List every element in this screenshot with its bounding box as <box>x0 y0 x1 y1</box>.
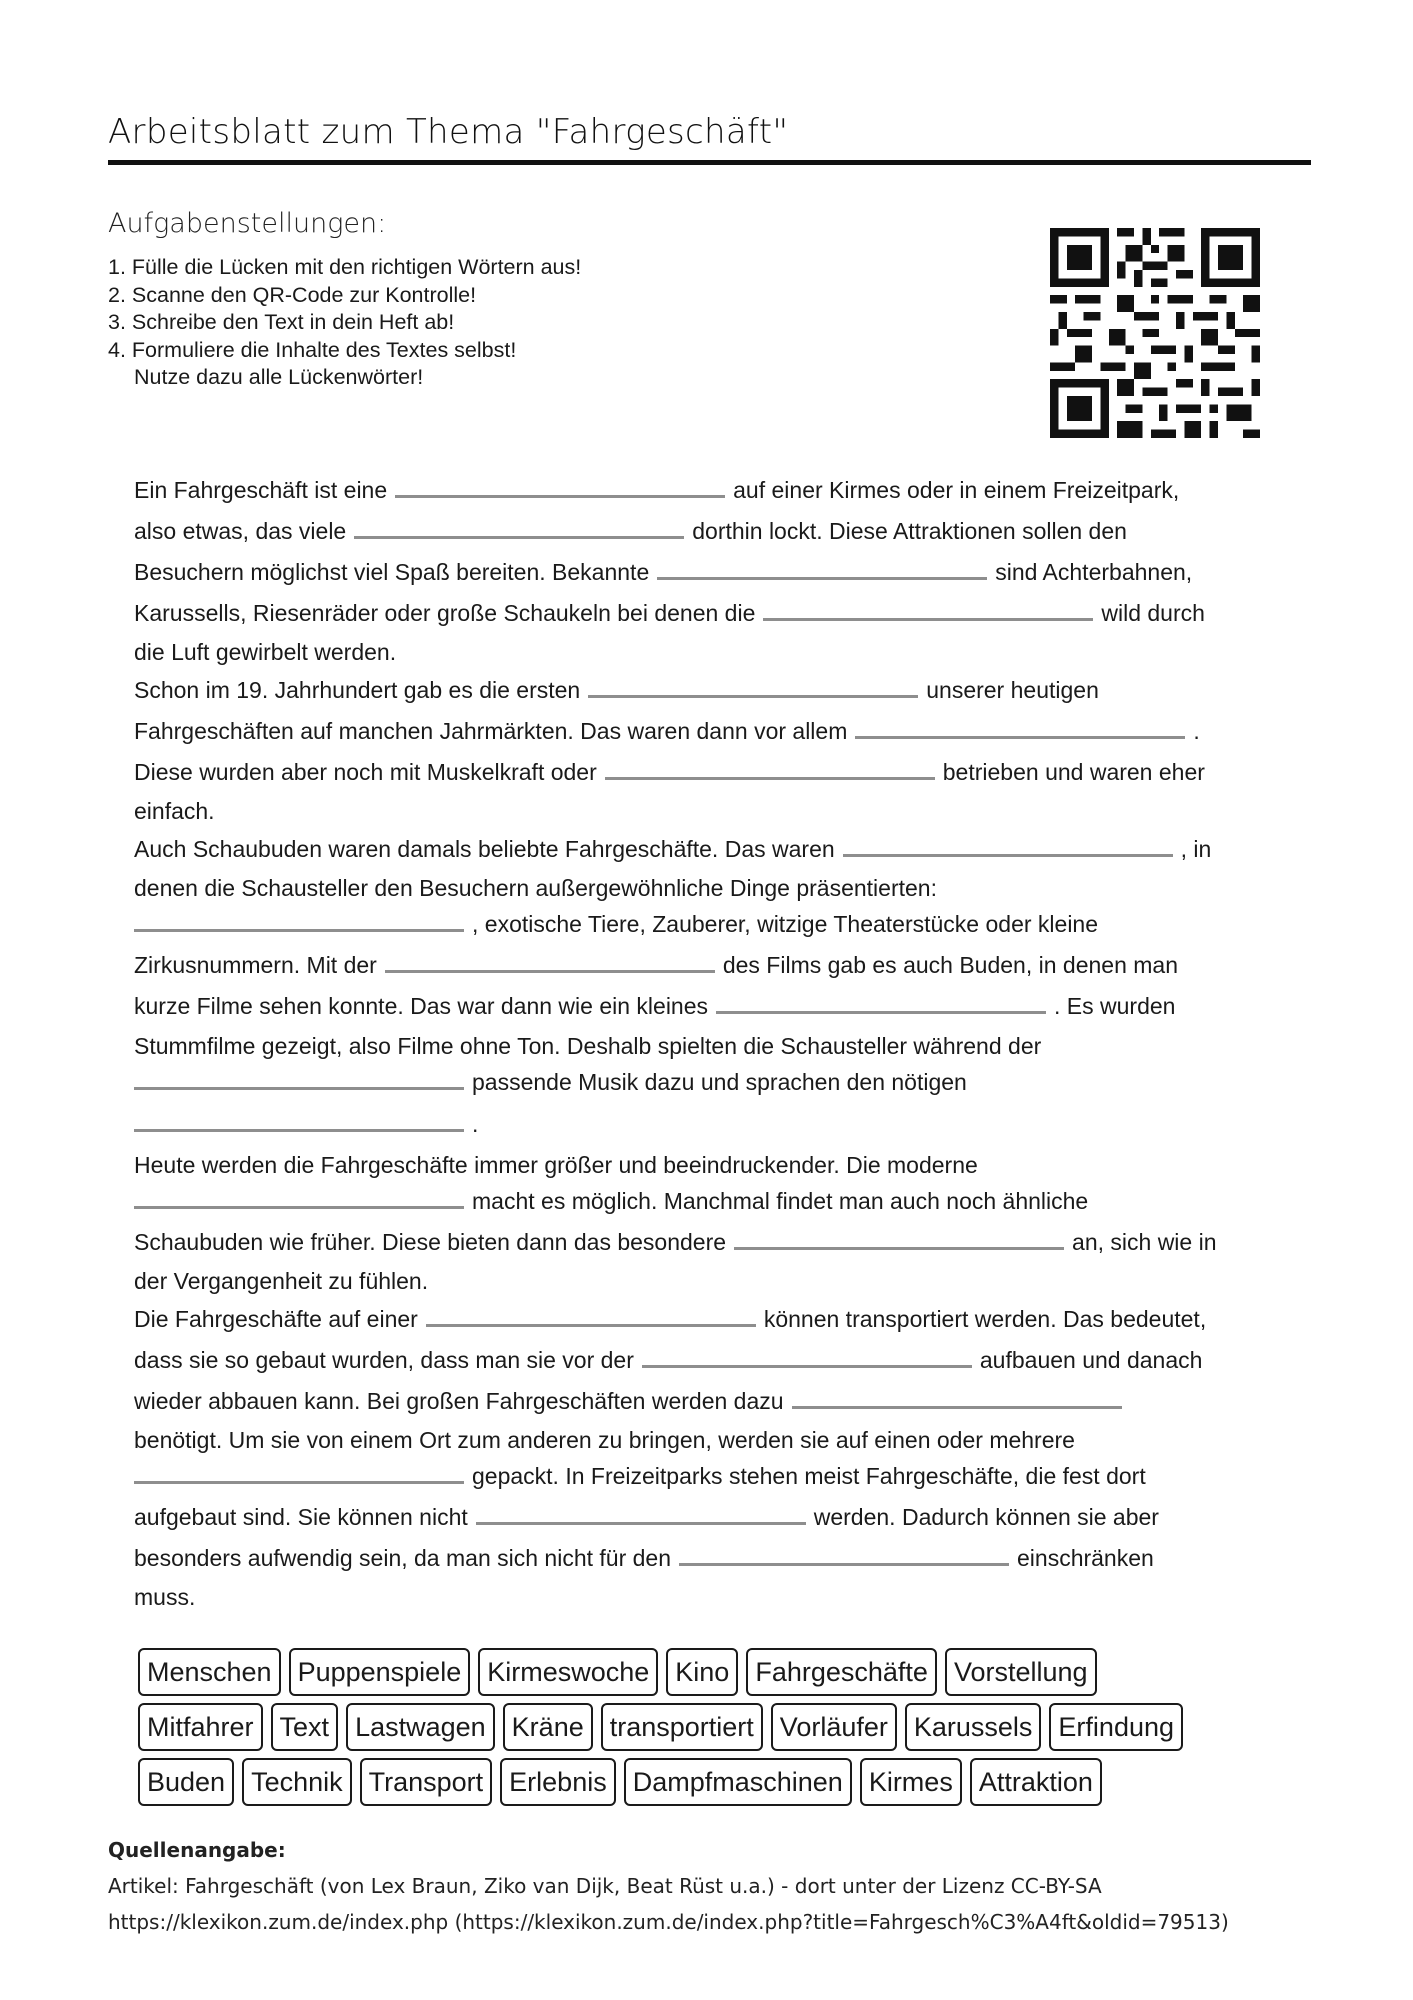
task-item: 3. Schreibe den Text in dein Heft ab! <box>108 310 455 334</box>
text-line: . <box>134 1109 478 1139</box>
blank-field[interactable] <box>734 1229 1064 1250</box>
text-line: , exotische Tiere, Zauberer, witzige Theaterstücke oder kleine <box>134 909 1098 939</box>
blank-field[interactable] <box>679 1545 1009 1566</box>
word-chip[interactable]: Kino <box>666 1648 738 1696</box>
blank-field[interactable] <box>354 518 684 539</box>
tasks-heading: Aufgabenstellungen: <box>108 208 387 239</box>
text-line: benötigt. Um sie von einem Ort zum anderen zu bringen, werden sie auf einen oder mehrere <box>134 1427 1075 1453</box>
text-line: macht es möglich. Manchmal findet man auch noch ähnliche <box>134 1186 1088 1216</box>
text-line: wieder abbauen kann. Bei großen Fahrgeschäften werden dazu <box>134 1386 1130 1416</box>
word-chip[interactable]: Transport <box>360 1758 493 1806</box>
task-item: 1. Fülle die Lücken mit den richtigen Wörtern aus! <box>108 255 582 279</box>
text-line: Besuchern möglichst viel Spaß bereiten. Bekannte sind Achterbahnen, <box>134 559 1193 585</box>
word-chip[interactable]: Technik <box>242 1758 352 1806</box>
text-line: Die Fahrgeschäfte auf einer können transportiert werden. Das bedeutet, <box>134 1306 1207 1332</box>
task-item: Nutze dazu alle Lückenwörter! <box>134 365 424 389</box>
qr-code-icon[interactable] <box>1050 228 1260 438</box>
word-chip[interactable]: transportiert <box>601 1703 763 1751</box>
word-chip[interactable]: Kirmeswoche <box>478 1648 658 1696</box>
text-line: Karussells, Riesenräder oder große Schaukeln bei denen die wild durch <box>134 600 1205 626</box>
text-line: Zirkusnummern. Mit der des Films gab es auch Buden, in denen man <box>134 952 1178 978</box>
tasks-list <box>108 254 581 392</box>
text-line: Stummfilme gezeigt, also Filme ohne Ton. Deshalb spielten die Schausteller während der <box>134 1033 1042 1059</box>
word-bank-row <box>138 1648 1097 1696</box>
text-line: die Luft gewirbelt werden. <box>134 639 397 665</box>
text-line: der Vergangenheit zu fühlen. <box>134 1268 429 1294</box>
text-line: besonders aufwendig sein, da man sich nicht für den einschränken <box>134 1545 1154 1571</box>
source-article: Artikel: Fahrgeschäft (von Lex Braun, Ziko van Dijk, Beat Rüst u.a.) - dort unter der Lizenz CC-BY-SA <box>108 1874 1102 1898</box>
text-line: denen die Schausteller den Besuchern außergewöhnliche Dinge präsentierten: <box>134 875 937 901</box>
source-link[interactable]: https://klexikon.zum.de/index.php (https://klexikon.zum.de/index.php?title=Fahrgesch%C3%A4ft&oldid=79513) <box>108 1910 1229 1934</box>
blank-field[interactable] <box>792 1388 1122 1409</box>
word-chip[interactable]: Vorläufer <box>771 1703 897 1751</box>
text-line: gepackt. In Freizeitparks stehen meist Fahrgeschäfte, die fest dort <box>134 1461 1146 1491</box>
word-chip[interactable]: Erlebnis <box>500 1758 616 1806</box>
text-line: Heute werden die Fahrgeschäfte immer größer und beeindruckender. Die moderne <box>134 1152 978 1178</box>
word-chip[interactable]: Kräne <box>503 1703 593 1751</box>
task-item: 4. Formuliere die Inhalte des Textes selbst! <box>108 337 517 362</box>
word-chip[interactable]: Dampfmaschinen <box>624 1758 852 1806</box>
word-chip[interactable]: Karussels <box>905 1703 1042 1751</box>
blank-field[interactable] <box>134 1188 464 1209</box>
text-line: dass sie so gebaut wurden, dass man sie vor der aufbauen und danach <box>134 1347 1203 1373</box>
blank-field[interactable] <box>855 718 1185 739</box>
text-line: passende Musik dazu und sprachen den nötigen <box>134 1067 967 1097</box>
sources-heading: Quellenangabe: <box>108 1838 286 1862</box>
blank-field[interactable] <box>134 1463 464 1484</box>
word-chip[interactable]: Vorstellung <box>945 1648 1097 1696</box>
blank-field[interactable] <box>134 1111 464 1132</box>
word-bank-row <box>138 1758 1102 1806</box>
blank-field[interactable] <box>716 993 1046 1014</box>
blank-field[interactable] <box>426 1306 756 1327</box>
word-chip[interactable]: Kirmes <box>860 1758 962 1806</box>
text-line: Ein Fahrgeschäft ist eine auf einer Kirmes oder in einem Freizeitpark, <box>134 477 1180 503</box>
sources-section <box>108 1832 1229 1940</box>
blank-field[interactable] <box>385 952 715 973</box>
title-underline <box>108 160 1311 165</box>
text-line: aufgebaut sind. Sie können nicht werden. Dadurch können sie aber <box>134 1504 1159 1530</box>
word-chip[interactable]: Mitfahrer <box>138 1703 263 1751</box>
word-chip[interactable]: Attraktion <box>970 1758 1102 1806</box>
text-line: Schon im 19. Jahrhundert gab es die ersten unserer heutigen <box>134 677 1099 703</box>
text-line: Schaubuden wie früher. Diese bieten dann das besondere an, sich wie in <box>134 1229 1217 1255</box>
blank-field[interactable] <box>588 677 918 698</box>
word-chip[interactable]: Text <box>271 1703 339 1751</box>
page-title: Arbeitsblatt zum Thema "Fahrgeschäft" <box>108 112 789 152</box>
text-line: einfach. <box>134 798 215 824</box>
blank-field[interactable] <box>763 600 1093 621</box>
word-chip[interactable]: Erfindung <box>1049 1703 1183 1751</box>
task-item: 2. Scanne den QR-Code zur Kontrolle! <box>108 282 477 307</box>
text-line: kurze Filme sehen konnte. Das war dann wie ein kleines . Es wurden <box>134 993 1176 1019</box>
word-chip[interactable]: Puppenspiele <box>289 1648 471 1696</box>
word-chip[interactable]: Buden <box>138 1758 234 1806</box>
blank-field[interactable] <box>657 559 987 580</box>
text-line: also etwas, das viele dorthin lockt. Diese Attraktionen sollen den <box>134 518 1127 544</box>
blank-field[interactable] <box>395 477 725 498</box>
blank-field[interactable] <box>605 759 935 780</box>
word-chip[interactable]: Menschen <box>138 1648 281 1696</box>
word-chip[interactable]: Fahrgeschäfte <box>746 1648 937 1696</box>
text-line: Diese wurden aber noch mit Muskelkraft oder betrieben und waren eher <box>134 759 1205 785</box>
word-bank-row <box>138 1703 1183 1751</box>
blank-field[interactable] <box>134 911 464 932</box>
text-line: muss. <box>134 1584 196 1610</box>
text-line: Fahrgeschäften auf manchen Jahrmärkten. Das waren dann vor allem . <box>134 718 1200 744</box>
blank-field[interactable] <box>843 836 1173 857</box>
text-line: Auch Schaubuden waren damals beliebte Fahrgeschäfte. Das waren , in <box>134 836 1212 862</box>
blank-field[interactable] <box>642 1347 972 1368</box>
blank-field[interactable] <box>476 1504 806 1525</box>
blank-field[interactable] <box>134 1069 464 1090</box>
word-chip[interactable]: Lastwagen <box>346 1703 495 1751</box>
